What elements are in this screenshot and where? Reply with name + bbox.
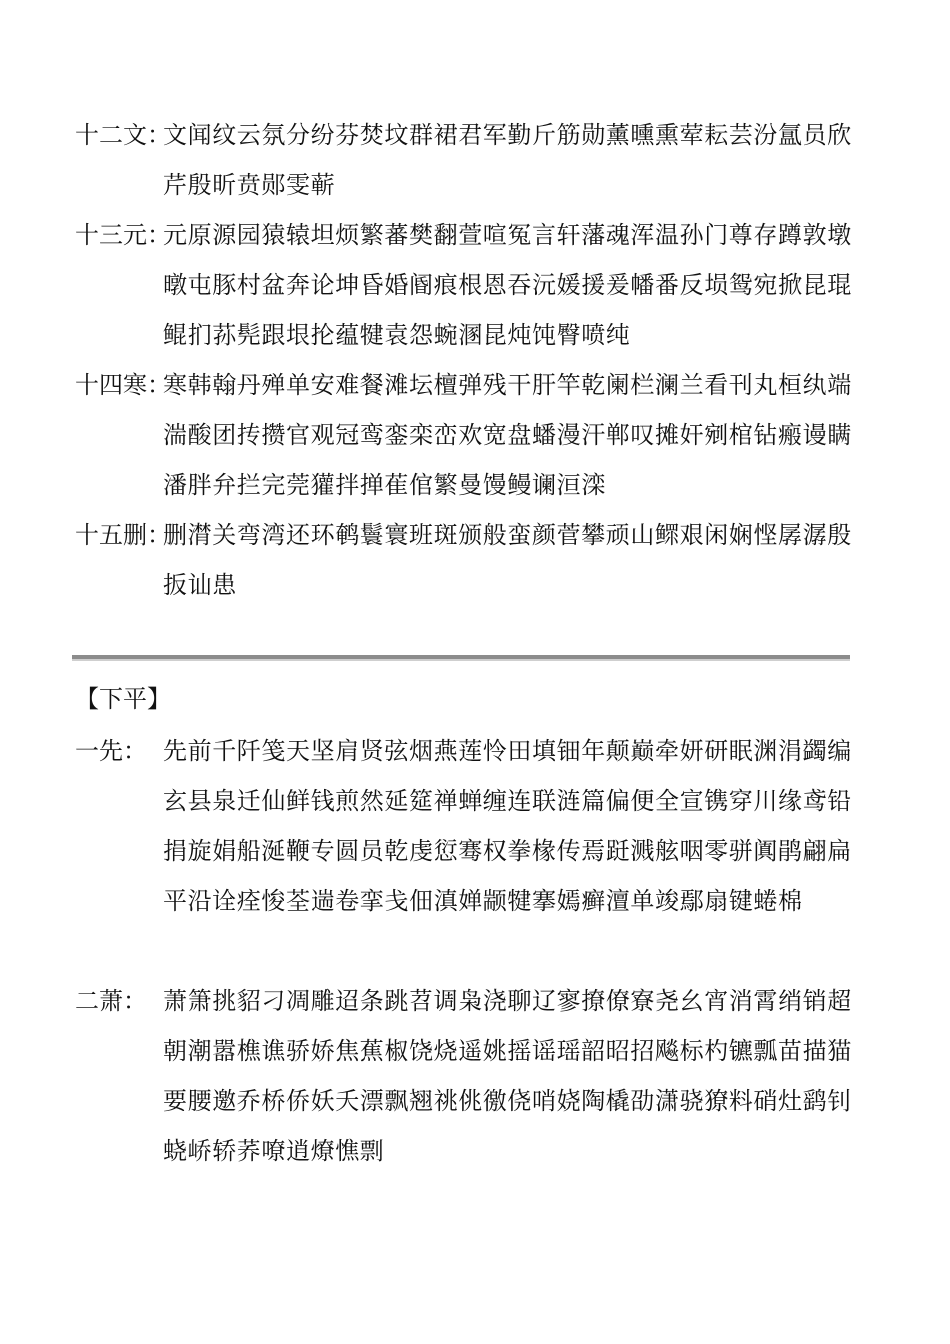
rhyme-heading: 十五删： [75,521,171,549]
rhyme-character-list: 先前千阡笺天坚肩贤弦烟燕莲怜田填钿年颠巅牵妍研眠渊涓蠲编玄县泉迁仙鲜钱煎然延筵禅蝉缠连联涟篇偏便全宣镌穿川缘鸢铅捐旋娟船涎鞭专圆员乾虔愆骞权拳椽传焉跹溅舷咽零骈阗鹃翩扁平沿诠痊悛荃遄卷挛戋佃滇婵颛犍搴嫣癣澶单竣鄢扇键蜷棉 [163,737,852,915]
rhyme-character-list: 元原源园猿辕坦烦繁蕃樊翻萱喧冤言轩藩魂浑温孙门尊存蹲敦墩暾屯豚村盆奔论坤昏婚阍痕根恩吞沅媛援爰幡番反埙鸳宛掀昆琨鲲扪荪髡跟垠抡蕴犍袁怨蜿溷昆炖饨臀喷纯 [163,221,852,349]
section-label-xiaping: 【下平】 [75,685,171,713]
rhyme-entry-shier-wen [75,110,855,210]
rhyme-heading: 二萧： [75,987,147,1015]
rhyme-heading: 十三元： [75,221,171,249]
rhyme-character-list: 萧箫挑貂刁凋雕迢条跳苕调枭浇聊辽寥撩僚寮尧幺宵消霄绡销超朝潮嚣樵谯骄娇焦蕉椒饶烧遥姚摇谣瑶韶昭招飚标杓镳瓢苗描猫要腰邀乔桥侨妖夭漂飘翘祧佻徼侥哨娆陶橇劭潇骁獠料硝灶鹞钊蛲峤轿荞嘹逍燎憔剽 [163,987,852,1165]
rhyme-character-list: 删潸关弯湾还环鹌鬟寰班斑颁般蛮颜菅攀顽山鳏艰闲娴悭孱潺殷扳讪患 [163,521,852,599]
section-divider [72,655,850,659]
rhyme-entry-yi-xian [75,726,855,926]
rhyme-heading: 十二文： [75,121,171,149]
rhyme-character-list: 寒韩翰丹殚单安难餐滩坛檀弹残干肝竿乾阑栏澜兰看刊丸桓纨端湍酸团抟攒官观冠鸾銮栾峦欢宽盘蟠漫汗郸叹摊奸剜棺钻瘢谩瞒潘胖弁拦完莞獾拌掸萑倌繁曼馒鳗谰洹滦 [163,371,852,499]
rhyme-heading: 十四寒： [75,371,171,399]
rhyme-entry-shisan-yuan [75,210,855,360]
rhyme-heading: 一先： [75,737,147,765]
rhyme-character-list: 文闻纹云氛分纷芬焚坟群裙君军勤斤筋勋薰曛熏荤耘芸汾氲员欣芹殷昕贲郧雯蕲 [163,121,852,199]
rhyme-entry-er-xiao [75,976,855,1176]
rhyme-entry-shiwu-shan [75,510,855,610]
rhyme-entry-shisi-han [75,360,855,510]
